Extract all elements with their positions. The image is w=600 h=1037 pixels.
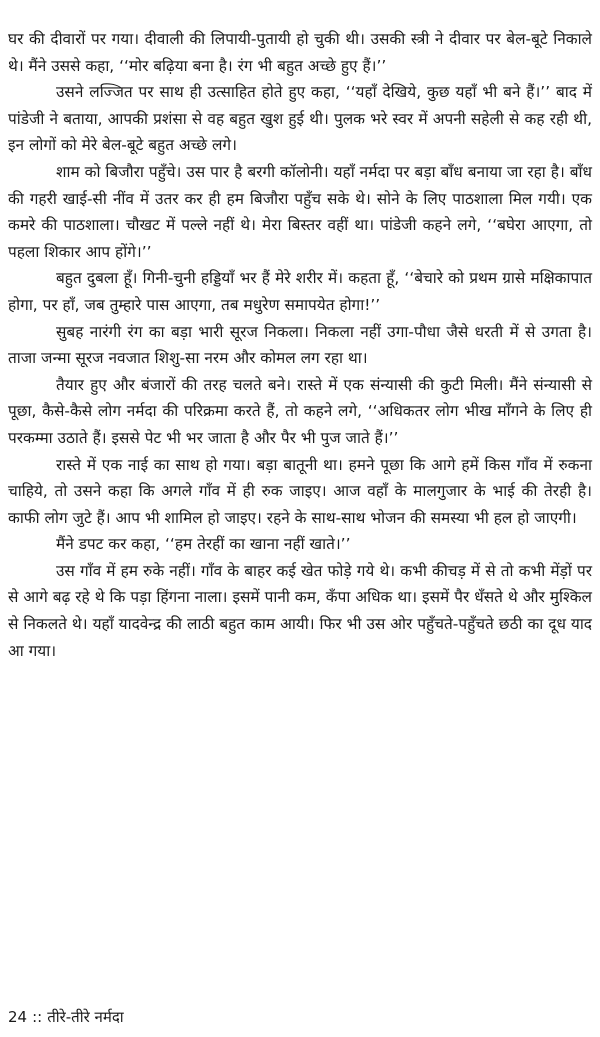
footer-separator: :: (32, 1008, 43, 1026)
page-footer (8, 1007, 124, 1027)
paragraph: रास्ते में एक नाई का साथ हो गया। बड़ा बातूनी था। हमने पूछा कि आगे हमें किस गाँव में रुकना चाहिये, तो उसने कहा कि अगले गाँव में ही रुक जाइए। आज वहाँ के मालगुजार के भाई की तेरही है। काफी लोग जुटे हैं। आप भी शामिल हो जाइए। रहने के साथ-साथ भोजन की समस्या भी हल हो जाएगी। (8, 455, 592, 527)
book-page (8, 0, 592, 1037)
paragraph: बहुत दुबला हूँ। गिनी-चुनी हड्डियाँ भर हैं मेरे शरीर में। कहता हूँ, ‘‘बेचारे को प्रथम ग्रासे मक्षिकापात होगा, पर हाँ, जब तुम्हारे पास आएगा, तब मधुरेण समापयेत होगा!’’ (8, 269, 592, 314)
page-body-text (8, 26, 592, 664)
running-title: तीरे-तीरे नर्मदा (47, 1008, 124, 1026)
paragraph: उस गाँव में हम रुके नहीं। गाँव के बाहर कई खेत फोड़े गये थे। कभी कीचड़ में से तो कभी मेंड़ों पर से आगे बढ़ रहे थे कि पड़ा हिंगना नाला। इसमें पानी कम, कँपा अधिक था। इसमें पैर धँसते थे और मुश्किल से निकलते थे। यहाँ यादवेन्द्र की लाठी बहुत काम आयी। फिर भी उस ओर पहुँचते-पहुँचते छठी का दूध याद आ गया। (8, 561, 592, 660)
paragraph: मैंने डपट कर कहा, ‘‘हम तेरहीं का खाना नहीं खाते।’’ (56, 535, 351, 554)
paragraph: उसने लज्जित पर साथ ही उत्साहित होते हुए कहा, ‘‘यहाँ देखिये, कुछ यहाँ भी बने हैं।’’ बाद में पांडेजी ने बताया, आपकी प्रशंसा से वह बहुत खुश हुई थी। पुलक भरे स्वर में अपनी सहेली से कह रही थी, इन लोगों को मेरे बेल-बूटे बहुत अच्छे लगे। (8, 83, 592, 155)
page-number: 24 (8, 1008, 28, 1026)
paragraph: तैयार हुए और बंजारों की तरह चलते बने। रास्ते में एक संन्यासी की कुटी मिली। मैंने संन्यासी से पूछा, कैसे-कैसे लोग नर्मदा की परिक्रमा करते हैं, तो कहने लगे, ‘‘अधिकतर लोग भीख माँगने के लिए ही परकम्मा उठाते हैं। इससे पेट भी भर जाता है और पैर भी पुज जाते हैं।’’ (8, 375, 592, 447)
paragraph-continuation: घर की दीवारों पर गया। दीवाली की लिपायी-पुतायी हो चुकी थी। उसकी स्त्री ने दीवार पर बेल-बूटे निकाले थे। मैंने उससे कहा, ‘‘मोर बढ़िया बना है। रंग भी बहुत अच्छे हुए हैं।’’ (8, 30, 592, 75)
paragraph: सुबह नारंगी रंग का बड़ा भारी सूरज निकला। निकला नहीं उगा-पौधा जैसे धरती में से उगता है। ताजा जन्मा सूरज नवजात शिशु-सा नरम और कोमल लग रहा था। (8, 322, 592, 368)
paragraph: शाम को बिजौरा पहुँचे। उस पार है बरगी कॉलोनी। यहाँ नर्मदा पर बड़ा बाँध बनाया जा रहा है। बाँध की गहरी खाई-सी नींव में उतर कर ही हम बिजौरा पहुँच सके थे। सोने के लिए पाठशाला मिल गयी। एक कमरे की पाठशाला। चौखट में पल्ले नहीं थे। मेरा बिस्तर वहीं था। पांडेजी कहने लगे, ‘‘बघेरा आएगा, तो पहला शिकार आप होंगे।’’ (8, 162, 592, 261)
